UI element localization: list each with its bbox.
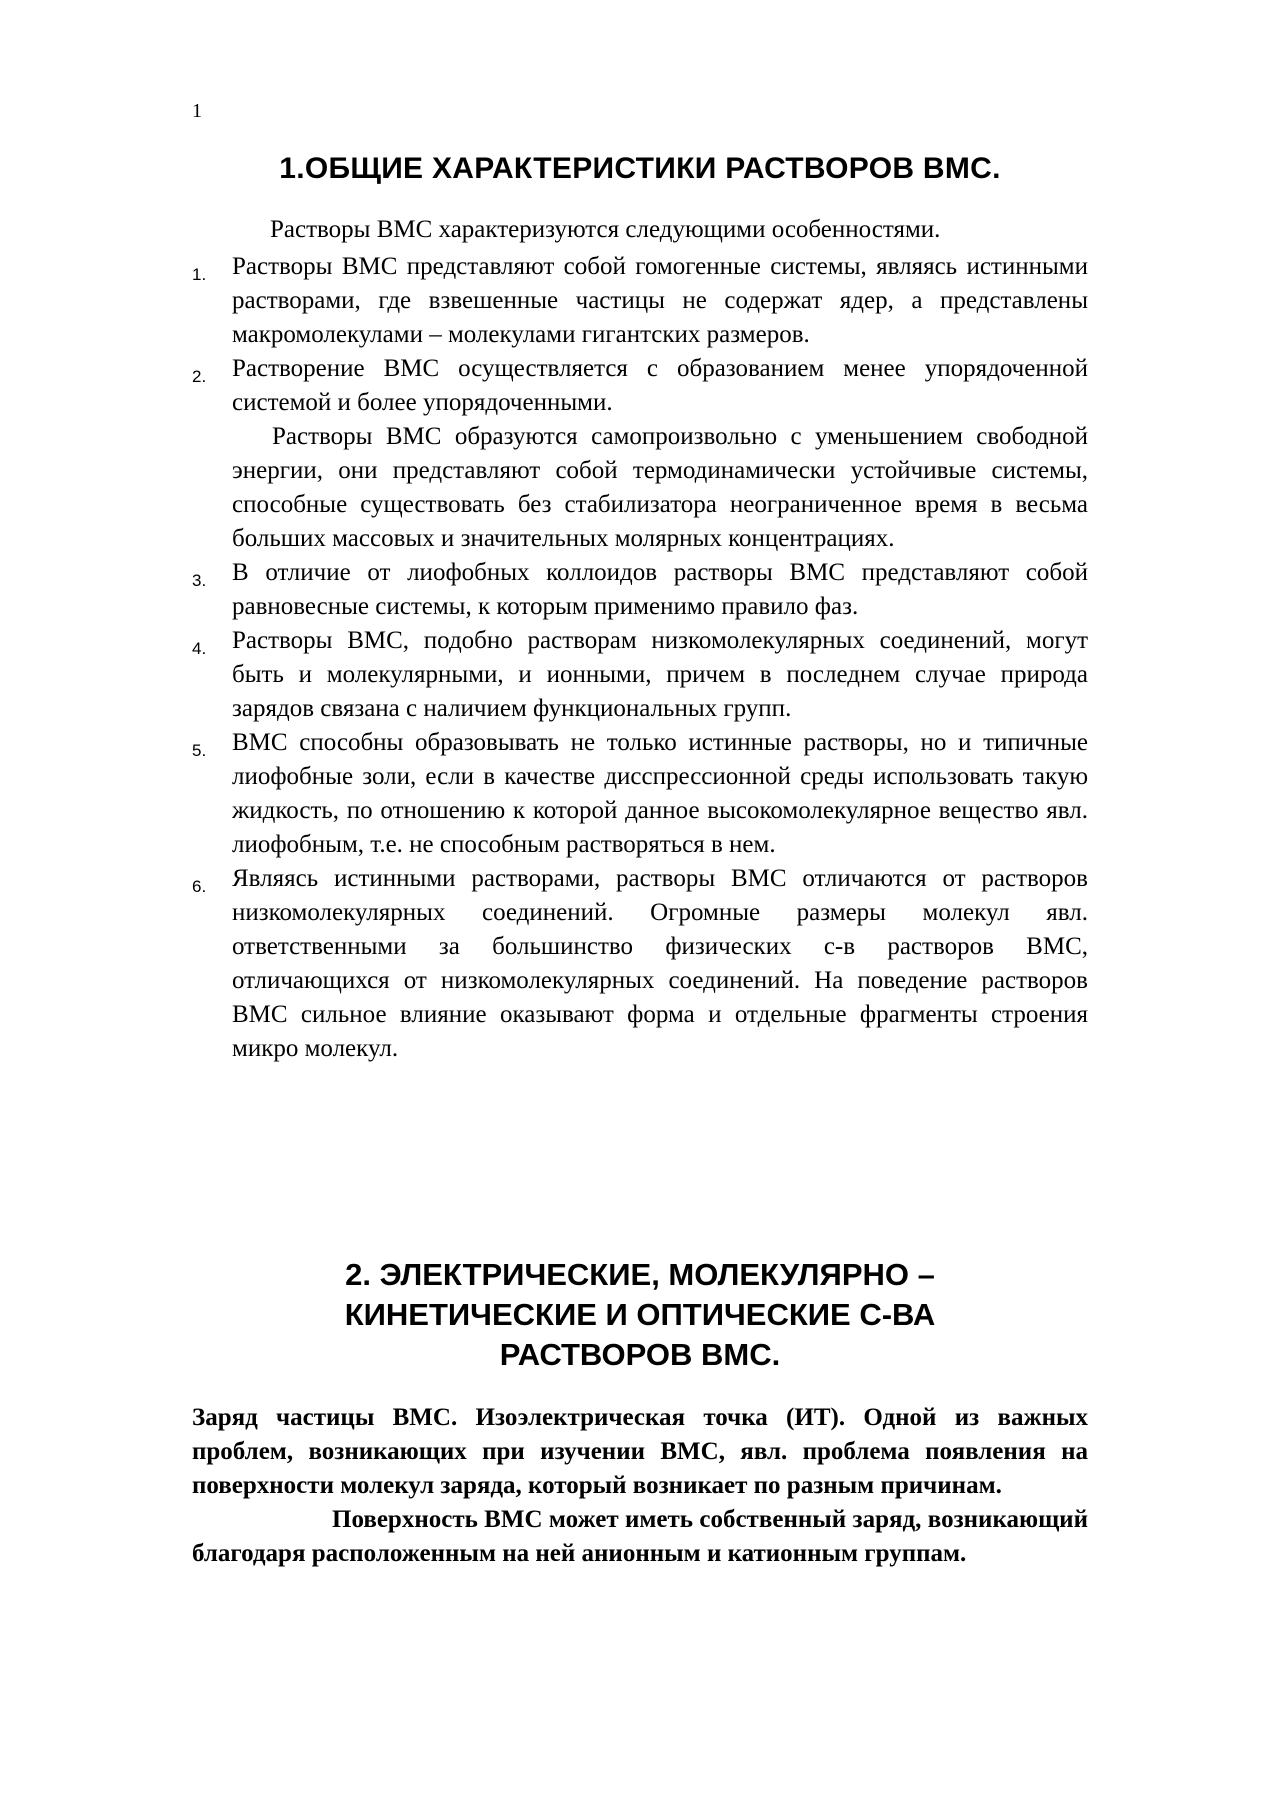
section2-heading — [192, 1255, 1088, 1375]
list-item-text: Растворение ВМС осуществляется с образованием менее упорядоченной системой и более упорядоченными. — [232, 355, 1088, 416]
list-subparagraph: Растворы ВМС образуются самопроизвольно с уменьшением свободной энергии, они представляют собой термодинамически устойчивые системы, способные существовать без стабилизатора неограниченное время в весьма больших массовых и значительных молярных концентрациях. — [232, 423, 1088, 552]
section2-heading-line: РАСТВОРОВ ВМС. — [499, 1337, 781, 1372]
list-item-number: 4. — [192, 639, 207, 658]
list-item-number: 1. — [192, 265, 207, 284]
section2-paragraph: Поверхность ВМС может иметь собственный заряд, возникающий благодаря расположенным на ней анионным и катионным группам. — [192, 1506, 1088, 1567]
list-item-number: 6. — [192, 877, 207, 896]
section1-intro: Растворы ВМС характеризуются следующими особенностями. — [270, 216, 941, 243]
list-item — [192, 250, 1088, 352]
section2-heading-line: КИНЕТИЧЕСКИЕ И ОПТИЧЕСКИЕ С-ВА — [344, 1297, 936, 1332]
list-item-text: Растворы ВМС, подобно растворам низкомолекулярных соединений, могут быть и молекулярными, и ионными, причем в последнем случае природа зарядов связана с наличием функциональных групп. — [232, 627, 1088, 722]
list-item-number: 5. — [192, 741, 207, 760]
section2-body — [192, 1401, 1088, 1571]
list-item — [192, 862, 1088, 1066]
section2-heading-line: 2. ЭЛЕКТРИЧЕСКИЕ, МОЛЕКУЛЯРНО – — [345, 1257, 935, 1292]
list-item-number: 2. — [192, 367, 207, 386]
list-item-text: В отличие от лиофобных коллоидов растворы ВМС представляют собой равновесные системы, к которым применимо правило фаз. — [232, 559, 1088, 620]
section2-paragraph: Заряд частицы ВМС. Изоэлектрическая точка (ИТ). Одной из важных проблем, возникающих при изучении ВМС, явл. проблема появления на поверхности молекул заряда, который возникает по разным причинам. — [192, 1404, 1088, 1499]
list-item-text: Являясь истинными растворами, растворы ВМС отличаются от растворов низкомолекулярных соединений. Огромные размеры молекул явл. ответственными за большинство физических с-в растворов ВМС, отличающихся от низкомолекулярных соединений. На поведение растворов ВМС сильное влияние оказывают форма и отдельные фрагменты строения микро молекул. — [232, 865, 1088, 1062]
list-item-text: Растворы ВМС представляют собой гомогенные системы, являясь истинными растворами, где взвешенные частицы не содержат ядер, а представлены макромолекулами – молекулами гигантских размеров. — [232, 253, 1088, 348]
list-item — [192, 726, 1088, 862]
feature-list — [192, 250, 1088, 1066]
section1-heading: 1.ОБЩИЕ ХАРАКТЕРИСТИКИ РАСТВОРОВ ВМС. — [279, 152, 1001, 185]
list-item — [192, 352, 1088, 420]
list-item-number: 3. — [192, 571, 207, 590]
list-item — [192, 556, 1088, 624]
page-number: 1 — [192, 100, 202, 122]
list-item-text: ВМС способны образовывать не только истинные растворы, но и типичные лиофобные золи, если в качестве дисспрессионной среды использовать такую жидкость, по отношению к которой данное высокомолекулярное вещество явл. лиофобным, т.е. не способным растворяться в нем. — [232, 729, 1088, 858]
list-item — [192, 624, 1088, 726]
